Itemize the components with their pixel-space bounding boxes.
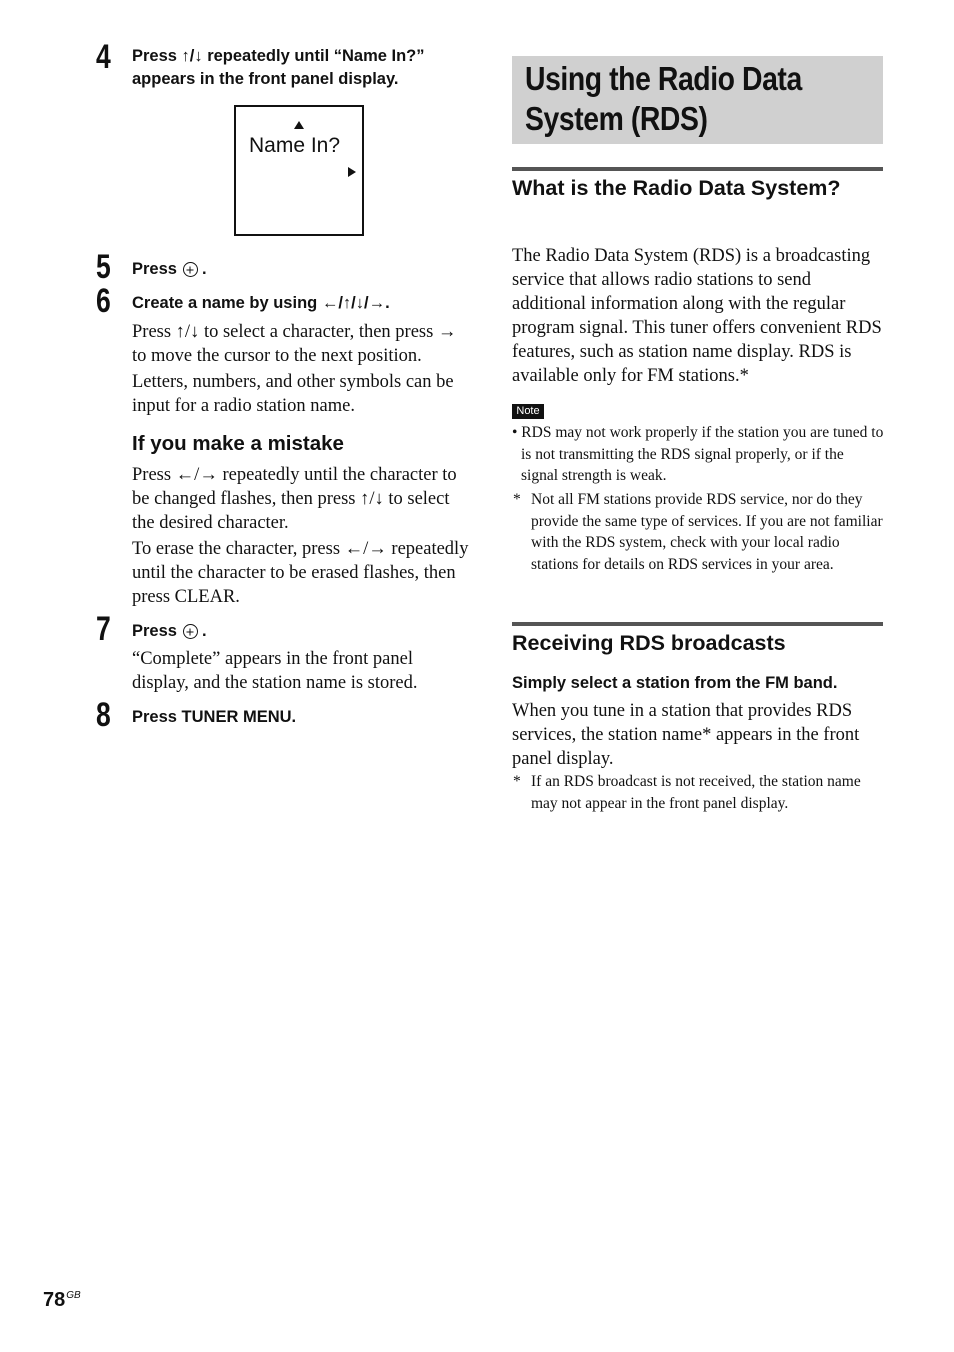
step-number-6: 6 — [96, 282, 111, 320]
section-2-paragraph: When you tune in a station that provides RDS services, the station name* appears in the front panel display. — [512, 701, 860, 769]
step-5-heading — [132, 258, 472, 281]
note-bullet: • RDS may not work properly if the station you are tuned to is not transmitting the RDS signal properly, or if the signal strength is weak. — [512, 424, 884, 484]
display-text: Name In? — [249, 134, 341, 157]
note-asterisk: * — [513, 491, 521, 508]
page-number — [43, 1284, 81, 1312]
section-2-rule — [512, 622, 883, 626]
page-number-value: 78 — [43, 1289, 66, 1311]
step-7-label: Press — [132, 622, 177, 640]
section-2-subheading: Simply select a station from the FM band. — [512, 674, 838, 692]
step-6-paragraph-1: Press ↑/↓ to select a character, then press → to move the cursor to the next position. — [132, 322, 457, 366]
step-number-8: 8 — [96, 696, 111, 734]
step-4-line-2: appears in the front panel display. — [132, 70, 399, 88]
step-6-heading: Create a name by using ←/↑/↓/→. — [132, 294, 390, 312]
mistake-heading: If you make a mistake — [132, 432, 344, 455]
section-2-footnote: If an RDS broadcast is not received, the station name may not appear in the front panel display. — [531, 773, 861, 812]
step-7-heading — [132, 620, 472, 643]
step-8-heading: Press TUNER MENU. — [132, 708, 297, 726]
section-2-heading: Receiving RDS broadcasts — [512, 631, 786, 655]
front-panel-display — [234, 105, 364, 236]
step-6-paragraph-2: Letters, numbers, and other symbols can be input for a radio station name. — [132, 372, 454, 416]
section-title: Using the Radio Data System (RDS) — [525, 60, 802, 137]
step-number-7: 7 — [96, 610, 111, 648]
page-number-suffix: GB — [66, 1290, 81, 1301]
section-title-box — [512, 56, 883, 144]
step-4-heading — [132, 45, 472, 91]
step-5-period: . — [201, 260, 207, 278]
section-1-rule — [512, 167, 883, 171]
enter-button-icon — [183, 262, 198, 277]
mistake-paragraph-2: To erase the character, press ←/→ repeatedly until the character to be erased flashes, then press CLEAR. — [132, 539, 469, 607]
note-badge: Note — [512, 404, 544, 419]
mistake-paragraph-1: Press ←/→ repeatedly until the character to be changed flashes, then press ↑/↓ to select the desired character. — [132, 465, 457, 533]
enter-button-icon — [183, 624, 198, 639]
step-4-line-1: Press ↑/↓ repeatedly until “Name In?” — [132, 47, 425, 65]
section-1-heading: What is the Radio Data System? — [512, 176, 841, 200]
step-number-4: 4 — [96, 38, 111, 76]
step-5-label: Press — [132, 260, 177, 278]
section-1-paragraph: The Radio Data System (RDS) is a broadcasting service that allows radio stations to send additional information along with the regular program signal. This tuner offers convenient RDS features, such as station name display. RDS is available only for FM stations.* — [512, 246, 882, 386]
step-7-period: . — [201, 622, 207, 640]
triangle-up-icon — [294, 121, 304, 129]
triangle-right-icon — [348, 167, 356, 177]
note-footnote: Not all FM stations provide RDS service, nor do they provide the same type of services. If you are not familiar with the RDS system, check with your local radio stations for details on RDS services in your area. — [531, 491, 883, 573]
step-number-5: 5 — [96, 248, 111, 286]
section-2-asterisk: * — [513, 773, 521, 790]
step-7-paragraph: “Complete” appears in the front panel display, and the station name is stored. — [132, 649, 418, 693]
